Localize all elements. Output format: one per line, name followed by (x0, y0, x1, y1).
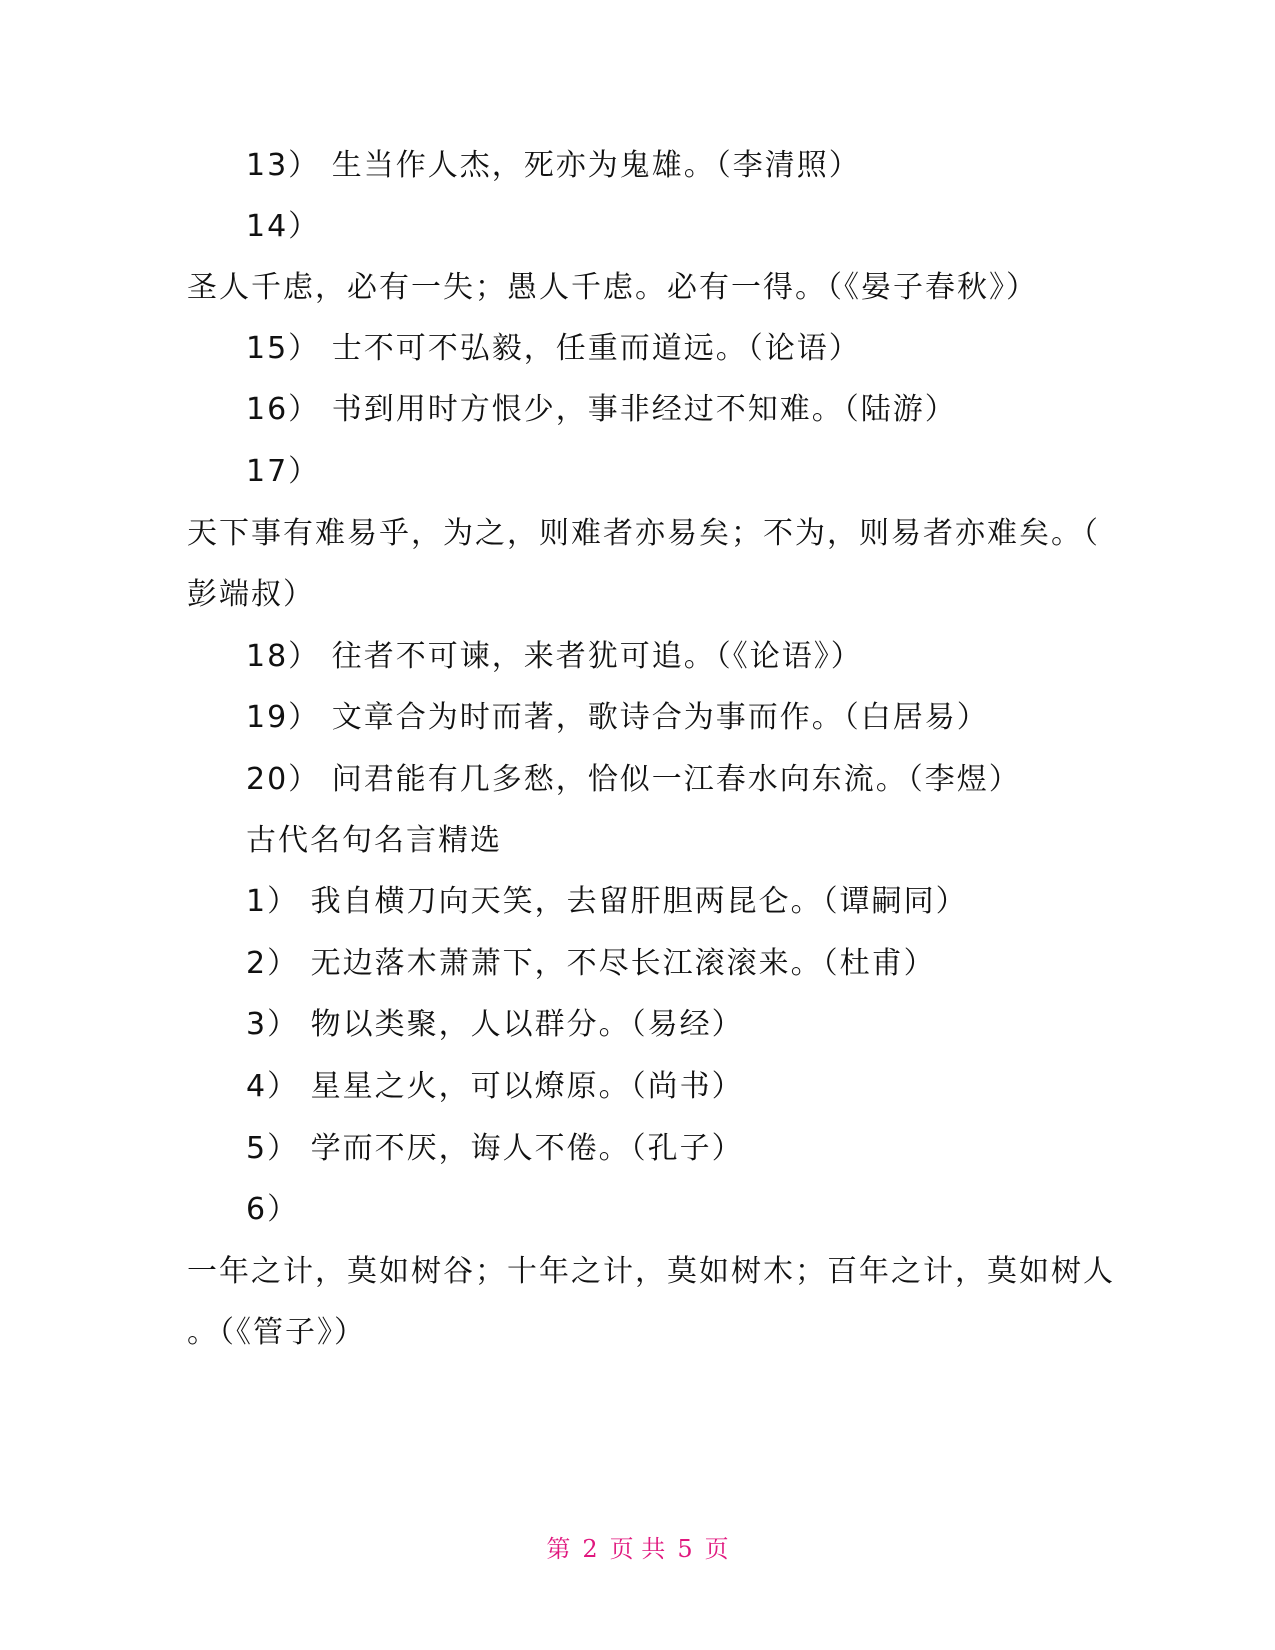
quote-number-14: 14） (246, 209, 321, 244)
footer-prefix: 第 (546, 1535, 571, 1563)
quote-line-6: 一年之计，莫如树谷；十年之计，莫如树木；百年之计，莫如树人 (187, 1254, 1115, 1289)
quote-line-2: 2） 无边落木萧萧下，不尽长江滚滚来。（杜甫） (246, 946, 936, 981)
footer-total-pages: 5 (677, 1535, 693, 1563)
footer-suffix: 页 (704, 1535, 729, 1563)
quote-line-3: 3） 物以类聚，人以群分。（易经） (246, 1007, 744, 1042)
page-footer (0, 1532, 1275, 1566)
quote-line-16: 16） 书到用时方恨少，事非经过不知难。（陆游） (246, 392, 957, 427)
quote-line-17: 天下事有难易乎，为之，则难者亦易矣；不为，则易者亦难矣。（ (187, 516, 1100, 551)
quote-line-6-cont: 。（《管子》） (187, 1315, 366, 1350)
quote-line-18: 18） 往者不可谏，来者犹可追。（《论语》） (246, 639, 863, 674)
footer-page-number: 2 (582, 1535, 598, 1563)
quote-number-17: 17） (246, 454, 321, 489)
quote-line-13: 13） 生当作人杰，死亦为鬼雄。（李清照） (246, 148, 861, 183)
quote-line-5: 5） 学而不厌，诲人不倦。（孔子） (246, 1131, 744, 1166)
section-heading: 古代名句名言精选 (246, 823, 502, 858)
quote-line-14: 圣人千虑，必有一失；愚人千虑。必有一得。（《晏子春秋》） (187, 270, 1038, 305)
quote-line-1: 1） 我自横刀向天笑，去留肝胆两昆仑。（谭嗣同） (246, 884, 968, 919)
quote-line-4: 4） 星星之火，可以燎原。（尚书） (246, 1069, 744, 1104)
footer-middle: 页 共 (609, 1535, 666, 1563)
quote-line-17-cont: 彭端叔） (187, 577, 315, 612)
quote-line-19: 19） 文章合为时而著，歌诗合为事而作。（白居易） (246, 700, 989, 735)
quote-line-15: 15） 士不可不弘毅，任重而道远。（论语） (246, 331, 861, 366)
quote-line-20: 20） 问君能有几多愁，恰似一江春水向东流。（李煜） (246, 762, 1021, 797)
quote-number-6: 6） (246, 1192, 300, 1227)
